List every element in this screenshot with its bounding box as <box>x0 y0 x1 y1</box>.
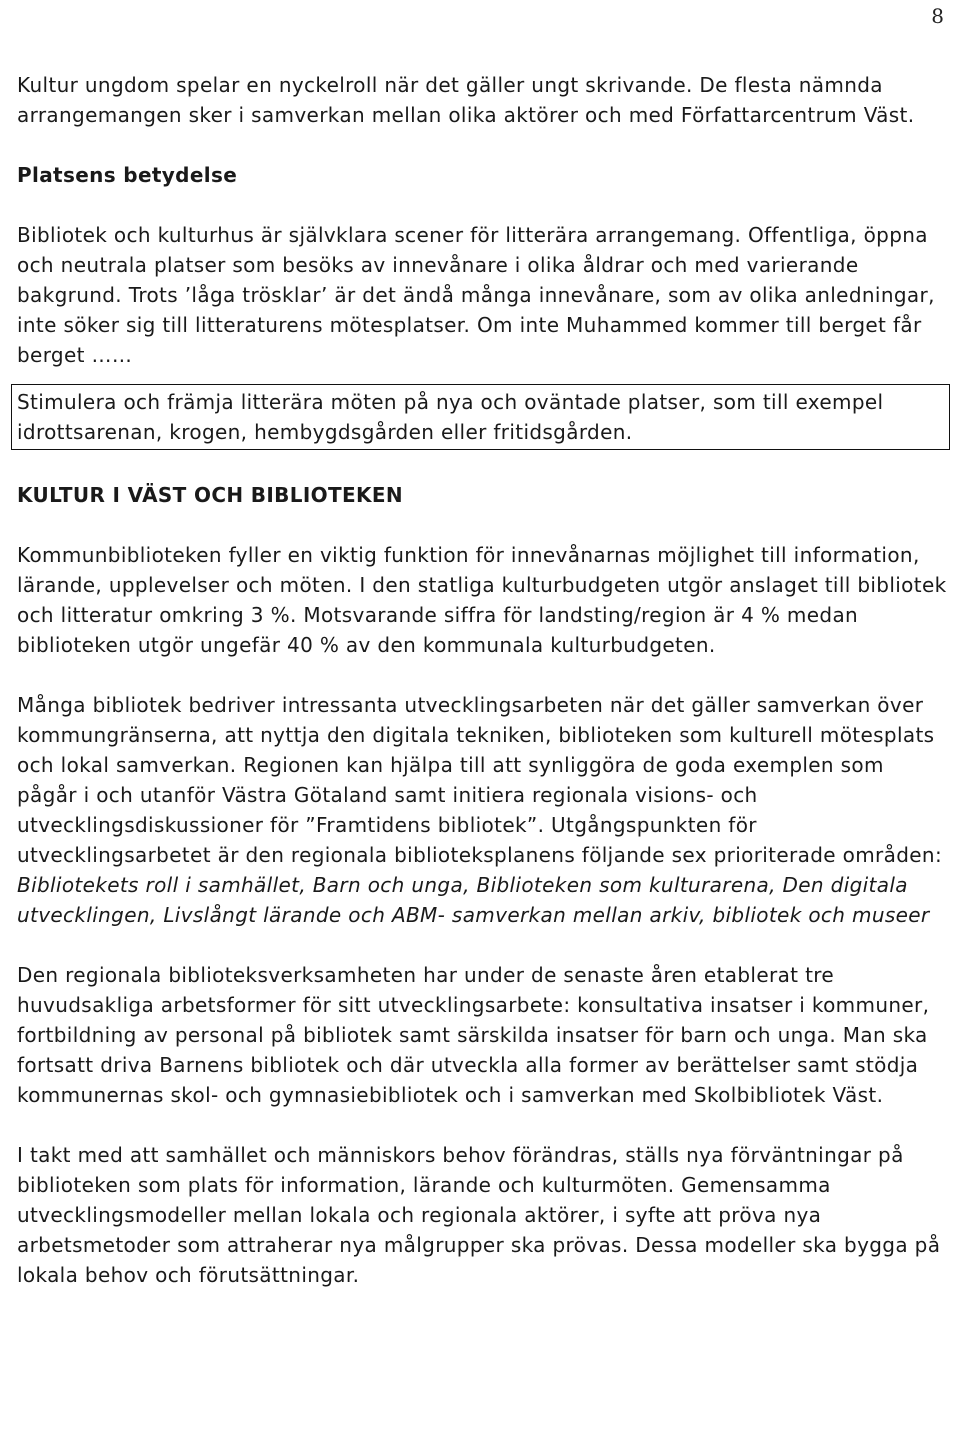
intro-paragraph: Kultur ungdom spelar en nyckelroll när det gäller ungt skrivande. De flesta nämnda arrangemangen sker i samverkan mellan olika aktörer och med Författarcentrum Väst. <box>17 73 915 127</box>
section-heading: KULTUR I VÄST OCH BIBLIOTEKEN <box>17 483 403 507</box>
page-number: 8 <box>931 4 944 28</box>
section-paragraph-regional: Den regionala biblioteksverksamheten har under de senaste åren etablerat tre huvudsakliga arbetsformer för sitt utvecklingsarbete: konsultativa insatser i kommuner, fortbildning av personal på bibliotek samt särskilda insatser för barn och unga. Man ska fortsatt driva Barnens bibliotek och där utveckla alla former av berättelser samt stödja kommunernas skol- och gymnasiebibliotek och i samverkan med Skolbibliotek Väst. <box>17 963 930 1107</box>
section-paragraph: Kommunbiblioteken fyller en viktig funktion för innevånarnas möjlighet till information, lärande, upplevelser och möten. I den statliga kulturbudgeten utgör anslaget till bibliotek och litteratur omkring 3 %. Motsvarande siffra för landsting/region är 4 % medan biblioteken utgör ungefär 40 % av den kommunala kulturbudgeten. <box>17 543 947 657</box>
section-paragraph-i-takt: I takt med att samhället och människors behov förändras, ställs nya förväntningar på biblioteken som plats för information, lärande och kulturmöten. Gemensamma utvecklingsmodeller mellan lokala och regionala aktörer, i syfte att pröva nya arbetsmetoder som attraherar nya målgrupper ska prövas. Dessa modeller ska bygga på lokala behov och förutsättningar. <box>17 1143 941 1287</box>
section-manga-bibliotek <box>17 690 947 930</box>
section-paragraph: Många bibliotek bedriver intressanta utvecklingsarbeten när det gäller samverkan över kommungränserna, att nyttja den digitala tekniken, biblioteken som kulturell mötesplats och lokal samverkan. Regionen kan hjälpa till att synliggöra de goda exemplen som pågår i och utanför Västra Götaland samt initiera regionala visions- och utvecklingsdiskussioner för ”Framtidens bibliotek”. Utgångspunkten för utvecklingsarbetet är den regionala biblioteksplanens följande sex prioriterade områden: <box>17 693 943 867</box>
goal-text: Stimulera och främja litterära möten på nya och oväntade platser, som till exempel idrottsarenan, krogen, hembygdsgården eller fritidsgården. <box>17 390 884 444</box>
section-paragraph: Bibliotek och kulturhus är självklara scener för litterära arrangemang. Offentliga, öppna och neutrala platser som besöks av innevånare i olika åldrar och med varierande bakgrund. Trots ’låga trösklar’ är det ändå många innevånare, som av olika anledningar, inte söker sig till litteraturens mötesplatser. Om inte Muhammed kommer till berget får berget …… <box>17 223 935 367</box>
highlighted-goal-box <box>11 384 950 450</box>
section-kultur-i-vast <box>17 480 947 660</box>
section-heading: Platsens betydelse <box>17 163 238 187</box>
document-body <box>17 70 947 1290</box>
priority-areas: Bibliotekets roll i samhället, Barn och unga, Biblioteken som kulturarena, Den digitala utvecklingen, Livslångt lärande och ABM- samverkan mellan arkiv, bibliotek och museer <box>17 873 930 927</box>
section-platsens-betydelse <box>17 160 947 370</box>
